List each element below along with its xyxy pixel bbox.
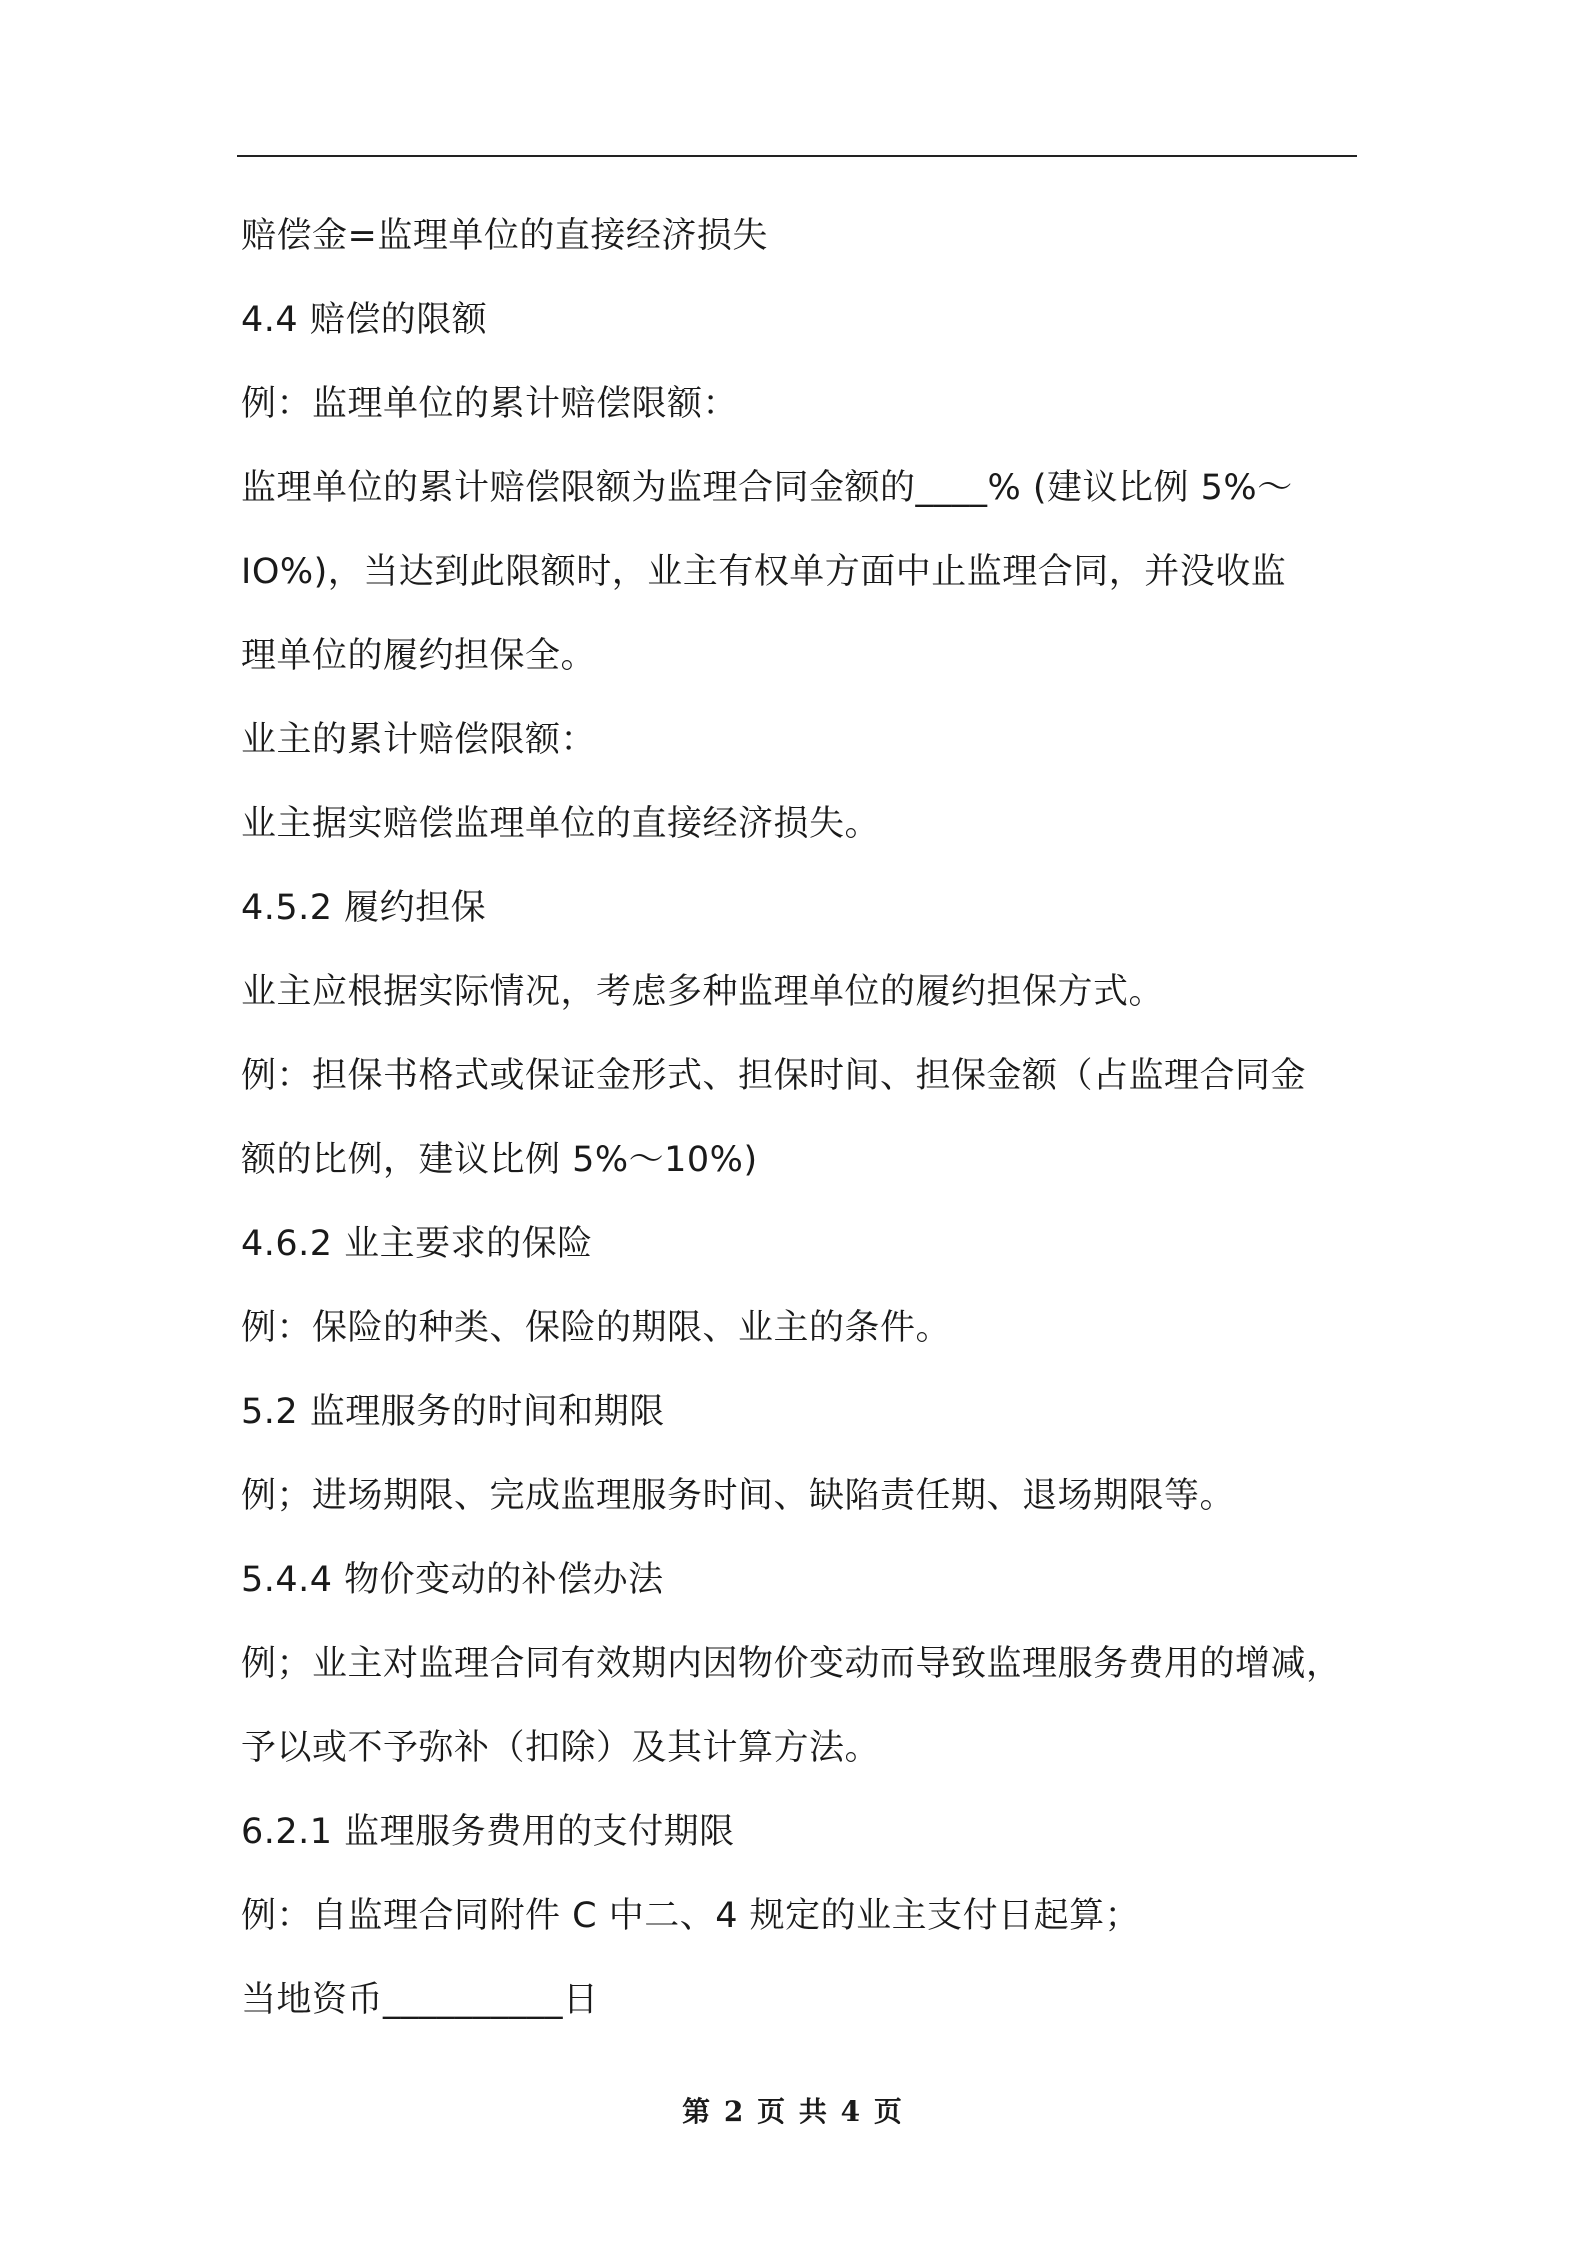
page-number: 第 2 页 共 4 页 [682,2095,904,2128]
text-line: 业主应根据实际情况，考虑多种监理单位的履约担保方式。 [241,972,1165,1012]
text-line: 业主据实赔偿监理单位的直接经济损失。 [241,804,881,844]
text-line: 例：监理单位的累计赔偿限额： [241,384,739,424]
header-rule [237,155,1357,157]
section-heading: 4.4 赔偿的限额 [241,300,488,340]
text-line: 例：自监理合同附件 C 中二、4 规定的业主支付日起算； [241,1896,1141,1936]
text-line: 额的比例，建议比例 5%～10%) [241,1140,758,1180]
text-line: 例；进场期限、完成监理服务时间、缺陷责任期、退场期限等。 [241,1476,1236,1516]
text-line: 赔偿金=监理单位的直接经济损失 [241,216,768,256]
text-line: 例；业主对监理合同有效期内因物价变动而导致监理服务费用的增减， [241,1644,1342,1684]
text-line: 例：保险的种类、保险的期限、业主的条件。 [241,1308,952,1348]
text-line: 理单位的履约担保全。 [241,636,597,676]
document-body [241,194,1357,2042]
section-heading: 4.6.2 业主要求的保险 [241,1224,593,1264]
section-heading: 6.2.1 监理服务费用的支付期限 [241,1812,735,1852]
text-line: 例：担保书格式或保证金形式、担保时间、担保金额（占监理合同金 [241,1056,1307,1096]
text-line: 当地资币__________日 [241,1980,599,2020]
text-line: 监理单位的累计赔偿限额为监理合同金额的____% (建议比例 5%～ [241,468,1293,508]
section-heading: 5.2 监理服务的时间和期限 [241,1392,665,1432]
section-heading: 4.5.2 履约担保 [241,888,487,928]
text-line: 业主的累计赔偿限额： [241,720,597,760]
text-line: IO%)，当达到此限额时，业主有权单方面中止监理合同，并没收监 [241,552,1287,592]
section-heading: 5.4.4 物价变动的补偿办法 [241,1560,664,1600]
text-line: 予以或不予弥补（扣除）及其计算方法。 [241,1728,881,1768]
